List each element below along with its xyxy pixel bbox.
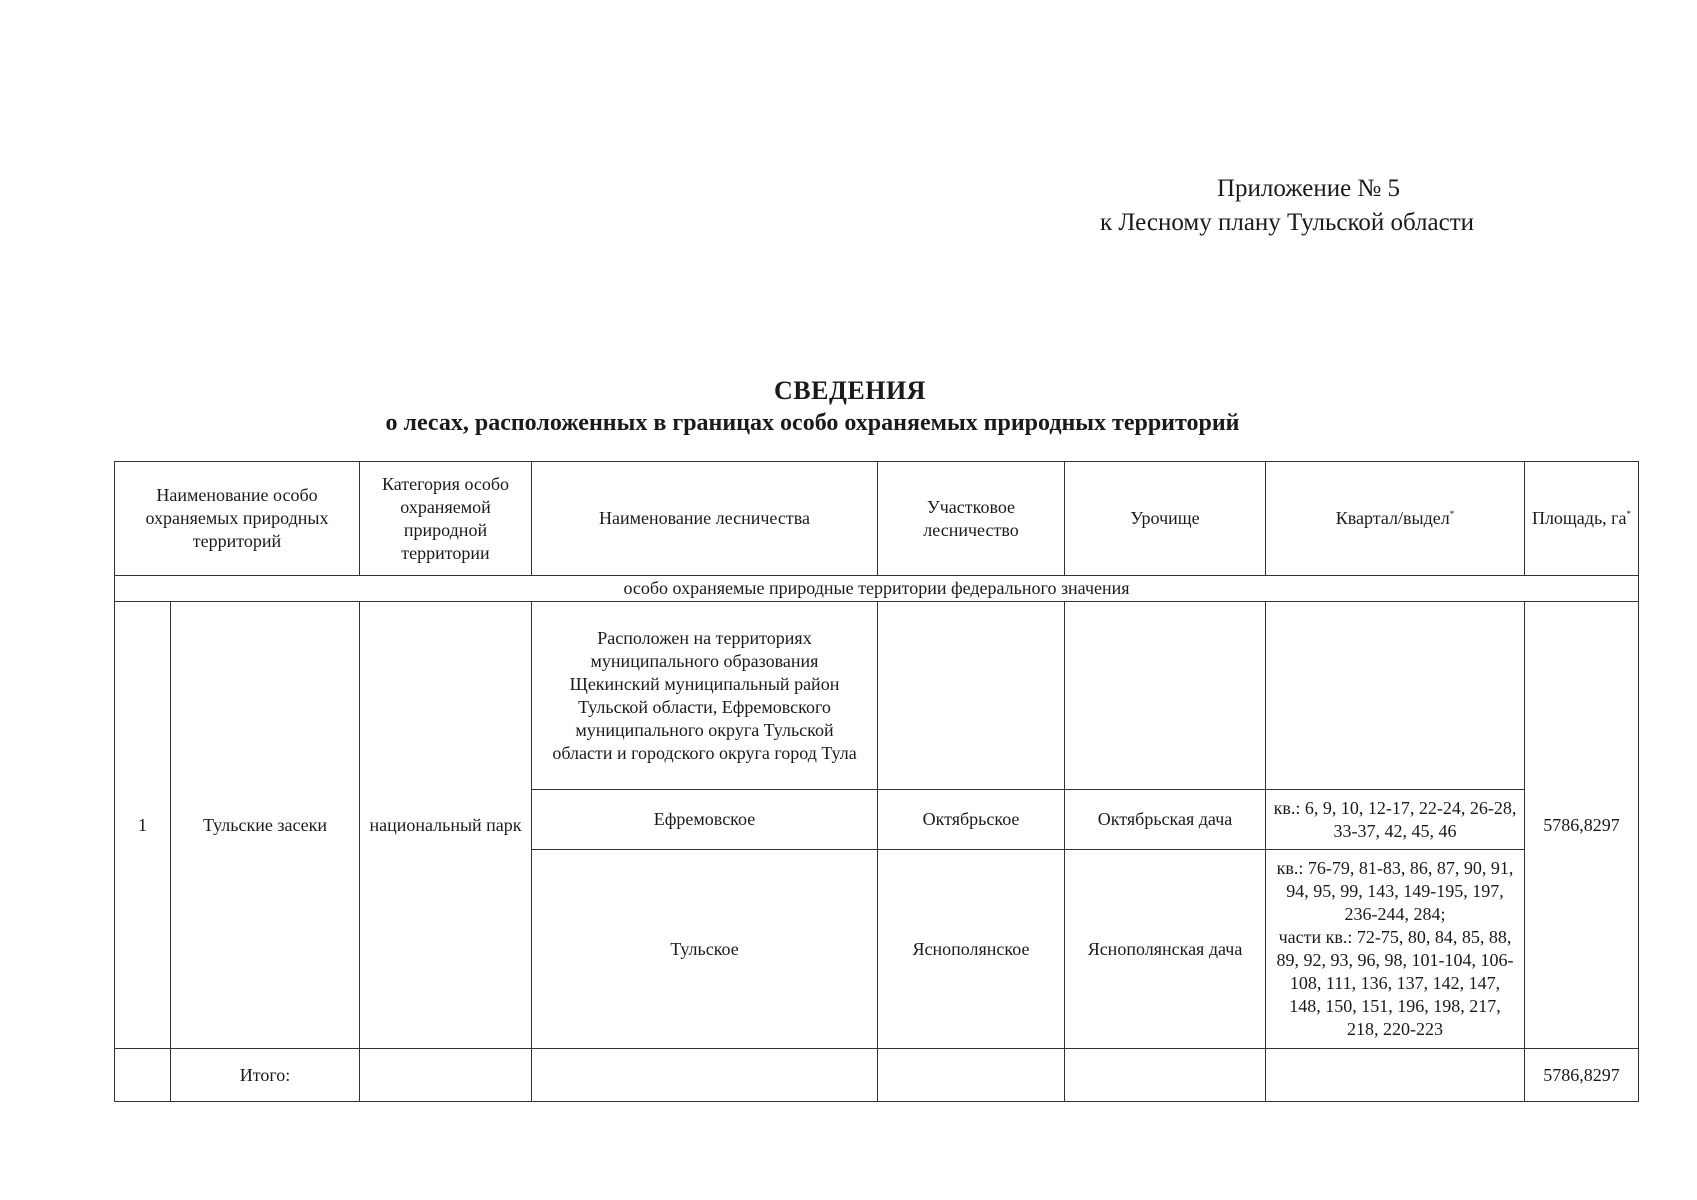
title-main: СВЕДЕНИЯ [774,376,926,405]
section-row [115,576,1639,602]
header-block-footnote-mark: * [1449,509,1455,519]
header-forestry: Наименование лесничества [532,462,878,576]
empty-cell [878,1049,1065,1102]
empty-cell [878,602,1065,790]
table-header-row [115,462,1639,576]
forestry-cell: Тульское [532,850,878,1049]
appendix-note [1100,172,1560,240]
header-block [1266,462,1525,576]
empty-cell [1065,1049,1266,1102]
header-area [1525,462,1639,576]
appendix-number: Приложение № 5 [1217,175,1401,202]
empty-cell [1266,1049,1525,1102]
blocks-part-list: части кв.: 72-75, 80, 84, 85, 88, 89, 92, 93, 96, 98, 101-104, 106-108, 111, 136, 137, 142, 147, 148, 150, 151, 196, 198, 217, 218, 220-223 [1276,927,1514,1039]
total-area: 5786,8297 [1525,1049,1639,1102]
entry-number: 1 [115,602,171,1049]
header-name: Наименование особо охраняемых природных территорий [115,462,360,576]
total-label: Итого: [171,1049,360,1102]
blocks-cell [1266,850,1525,1049]
empty-cell [532,1049,878,1102]
tract-cell: Октябрьская дача [1065,790,1266,850]
header-area-footnote-mark: * [1626,509,1632,519]
tract-cell: Яснополянская дача [1065,850,1266,1049]
district-forestry-cell: Октябрьское [878,790,1065,850]
empty-cell [360,1049,532,1102]
blocks-full-list: кв.: 76-79, 81-83, 86, 87, 90, 91, 94, 95, 99, 143, 149-195, 197, 236-244, 284; [1276,858,1514,924]
title-subtitle: о лесах, расположенных в границах особо охраняемых природных территорий [385,410,1240,436]
forestry-cell: Ефремовское [532,790,878,850]
protected-areas-table [114,461,1639,1102]
entry-name: Тульские засеки [171,602,360,1049]
district-forestry-cell: Яснополянское [878,850,1065,1049]
table-row [115,602,1639,790]
total-row [115,1049,1639,1102]
header-block-label: Квартал/выдел [1335,508,1450,528]
empty-cell [115,1049,171,1102]
section-title: особо охраняемые природные территории федерального значения [115,576,1639,602]
appendix-reference: к Лесному плану Тульской области [1100,209,1475,236]
entry-location-note: Расположен на территориях муниципального образования Щекинский муниципальный район Тульской области, Ефремовского муниципального округа Тульской области и городского округа город Тула [532,602,878,790]
empty-cell [1065,602,1266,790]
entry-category: национальный парк [360,602,532,1049]
entry-area: 5786,8297 [1525,602,1639,1049]
header-tract: Урочище [1065,462,1266,576]
header-category: Категория особо охраняемой природной территории [360,462,532,576]
header-district-forestry: Участковое лесничество [878,462,1065,576]
empty-cell [1266,602,1525,790]
blocks-cell: кв.: 6, 9, 10, 12-17, 22-24, 26-28, 33-37, 42, 45, 46 [1266,790,1525,850]
document-title [100,375,1600,439]
header-area-label: Площадь, га [1531,508,1627,528]
